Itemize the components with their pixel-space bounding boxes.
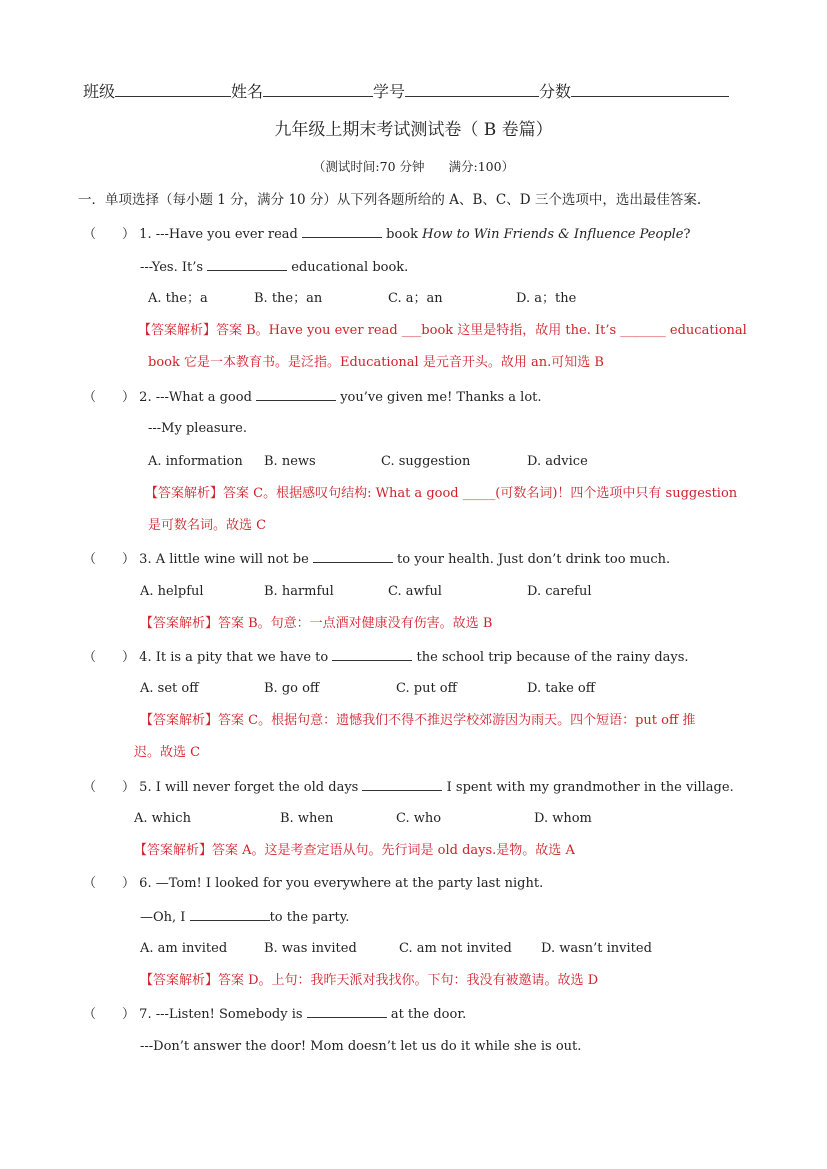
- option-b[interactable]: B. the；an: [254, 291, 323, 306]
- question-text-after: I spent with my grandmother in the village.: [446, 780, 734, 795]
- option-a[interactable]: A. set off: [140, 681, 199, 696]
- full-score: 满分:100）: [448, 159, 515, 174]
- answer-paren-close: ）: [122, 390, 136, 405]
- question-text: 6. —Tom! I looked for you everywhere at the party last night.: [139, 876, 544, 891]
- answer-explanation: 【答案解析】答案 A。这是考查定语从句。先行词是 old days.是物。故选 A: [134, 843, 575, 858]
- question-text-after: you’ve given me! Thanks a lot.: [340, 390, 542, 405]
- question-6: [83, 875, 543, 893]
- answer-paren-open: （: [83, 1007, 97, 1022]
- question-7: [83, 1005, 466, 1024]
- option-c[interactable]: C. put off: [396, 681, 457, 696]
- answer-explanation: 【答案解析】答案 B。Have you ever read ___book 这里是特指，故用 the. It’s _______ educational: [138, 323, 747, 338]
- option-b[interactable]: B. news: [264, 454, 316, 469]
- score-label: 分数: [539, 82, 572, 101]
- answer-explanation-cont: 迟。故选 C: [134, 745, 201, 760]
- student-info-row: [83, 80, 729, 103]
- option-c[interactable]: C. am not invited: [399, 941, 512, 956]
- question-6-reply: [140, 908, 349, 927]
- fill-blank[interactable]: [313, 550, 393, 563]
- option-b[interactable]: B. go off: [264, 681, 320, 696]
- reply-text: ---Yes. It’s: [140, 260, 203, 275]
- question-2: [83, 388, 542, 407]
- question-text-after: at the door.: [390, 1007, 467, 1022]
- answer-paren-open: （: [83, 780, 97, 795]
- option-d[interactable]: D. advice: [527, 454, 588, 469]
- answer-explanation: 【答案解析】答案 B。句意：一点酒对健康没有伤害。故选 B: [140, 616, 493, 631]
- question-7-reply: ---Don’t answer the door! Mom doesn’t let us do it while she is out.: [140, 1039, 582, 1054]
- option-a[interactable]: A. the；a: [148, 291, 208, 306]
- option-d[interactable]: D. wasn’t invited: [541, 941, 652, 956]
- reply-text-after: to the party.: [269, 910, 350, 925]
- option-b[interactable]: B. harmful: [264, 584, 334, 599]
- answer-paren-close: ）: [122, 227, 136, 242]
- fill-blank[interactable]: [190, 908, 270, 921]
- answer-paren-open: （: [83, 227, 97, 242]
- question-2-reply: ---My pleasure.: [148, 421, 247, 436]
- option-a[interactable]: A. am invited: [140, 941, 228, 956]
- option-c[interactable]: C. awful: [388, 584, 442, 599]
- option-c[interactable]: C. suggestion: [381, 454, 471, 469]
- option-c[interactable]: C. a；an: [388, 291, 443, 306]
- question-5: [83, 778, 734, 797]
- answer-explanation: 【答案解析】答案 C。根据句意：遗憾我们不得不推迟学校郊游因为雨天。四个短语：put off 推: [140, 713, 696, 728]
- class-blank[interactable]: [115, 80, 231, 97]
- option-b[interactable]: B. was invited: [264, 941, 357, 956]
- answer-paren-close: ）: [122, 552, 136, 567]
- option-c[interactable]: C. who: [396, 811, 442, 826]
- fill-blank[interactable]: [302, 225, 382, 238]
- answer-paren-open: （: [83, 552, 97, 567]
- option-a[interactable]: A. which: [134, 811, 191, 826]
- name-label: 姓名: [231, 82, 264, 101]
- answer-paren-close: ）: [122, 650, 136, 665]
- answer-explanation-cont: 是可数名词。故选 C: [148, 518, 267, 533]
- section-heading: 一．单项选择（每小题 1 分，满分 10 分）从下列各题所给的 A、B、C、D 三个选项中，选出最佳答案.: [78, 192, 702, 208]
- id-label: 学号: [373, 82, 406, 101]
- class-label: 班级: [83, 82, 116, 101]
- question-text-after: the school trip because of the rainy days.: [416, 650, 689, 665]
- question-text: 4. It is a pity that we have to: [139, 650, 329, 665]
- question-text: 1. ---Have you ever read: [139, 227, 298, 242]
- fill-blank[interactable]: [256, 388, 336, 401]
- question-1-reply: [140, 258, 408, 277]
- answer-explanation: 【答案解析】答案 D。上句：我昨天派对我找你。下句：我没有被邀请。故选 D: [140, 973, 599, 988]
- option-d[interactable]: D. whom: [534, 811, 592, 826]
- fill-blank[interactable]: [307, 1005, 387, 1018]
- question-text-after: book: [386, 227, 419, 242]
- fill-blank[interactable]: [207, 258, 287, 271]
- test-time: （测试时间:70 分钟: [312, 159, 425, 174]
- answer-paren-close: ）: [122, 1007, 136, 1022]
- question-text: 5. I will never forget the old days: [139, 780, 359, 795]
- answer-explanation: 【答案解析】答案 C。根据感叹句结构: What a good _____(可数名词)！四个选项中只有 suggestion: [145, 486, 738, 501]
- option-d[interactable]: D. a；the: [516, 291, 577, 306]
- exam-subtitle: [0, 158, 827, 176]
- question-text: 7. ---Listen! Somebody is: [139, 1007, 303, 1022]
- question-1: [83, 225, 690, 244]
- answer-explanation-cont: book 它是一本教育书。是泛指。Educational 是元音开头。故用 an.可知选 B: [148, 355, 604, 370]
- answer-paren-open: （: [83, 876, 97, 891]
- book-title: How to Win Friends & Influence People: [422, 227, 684, 242]
- name-blank[interactable]: [263, 80, 373, 97]
- answer-paren-open: （: [83, 650, 97, 665]
- option-a[interactable]: A. helpful: [140, 584, 204, 599]
- fill-blank[interactable]: [362, 778, 442, 791]
- question-text-after: to your health. Just don’t drink too much.: [397, 552, 671, 567]
- reply-text-after: educational book.: [291, 260, 409, 275]
- option-d[interactable]: D. take off: [527, 681, 595, 696]
- question-4: [83, 648, 689, 667]
- option-b[interactable]: B. when: [280, 811, 334, 826]
- option-a[interactable]: A. information: [148, 454, 243, 469]
- page-title: 九年级上期末考试测试卷（ B 卷篇）: [274, 120, 553, 140]
- question-text: 3. A little wine will not be: [139, 552, 309, 567]
- option-d[interactable]: D. careful: [527, 584, 592, 599]
- question-3: [83, 550, 670, 569]
- answer-paren-close: ）: [122, 780, 136, 795]
- reply-text: —Oh, I: [140, 910, 186, 925]
- answer-paren-close: ）: [122, 876, 136, 891]
- answer-paren-open: （: [83, 390, 97, 405]
- id-blank[interactable]: [405, 80, 539, 97]
- fill-blank[interactable]: [332, 648, 412, 661]
- score-blank[interactable]: [571, 80, 729, 97]
- question-mark: ?: [683, 227, 691, 242]
- question-text: 2. ---What a good: [139, 390, 252, 405]
